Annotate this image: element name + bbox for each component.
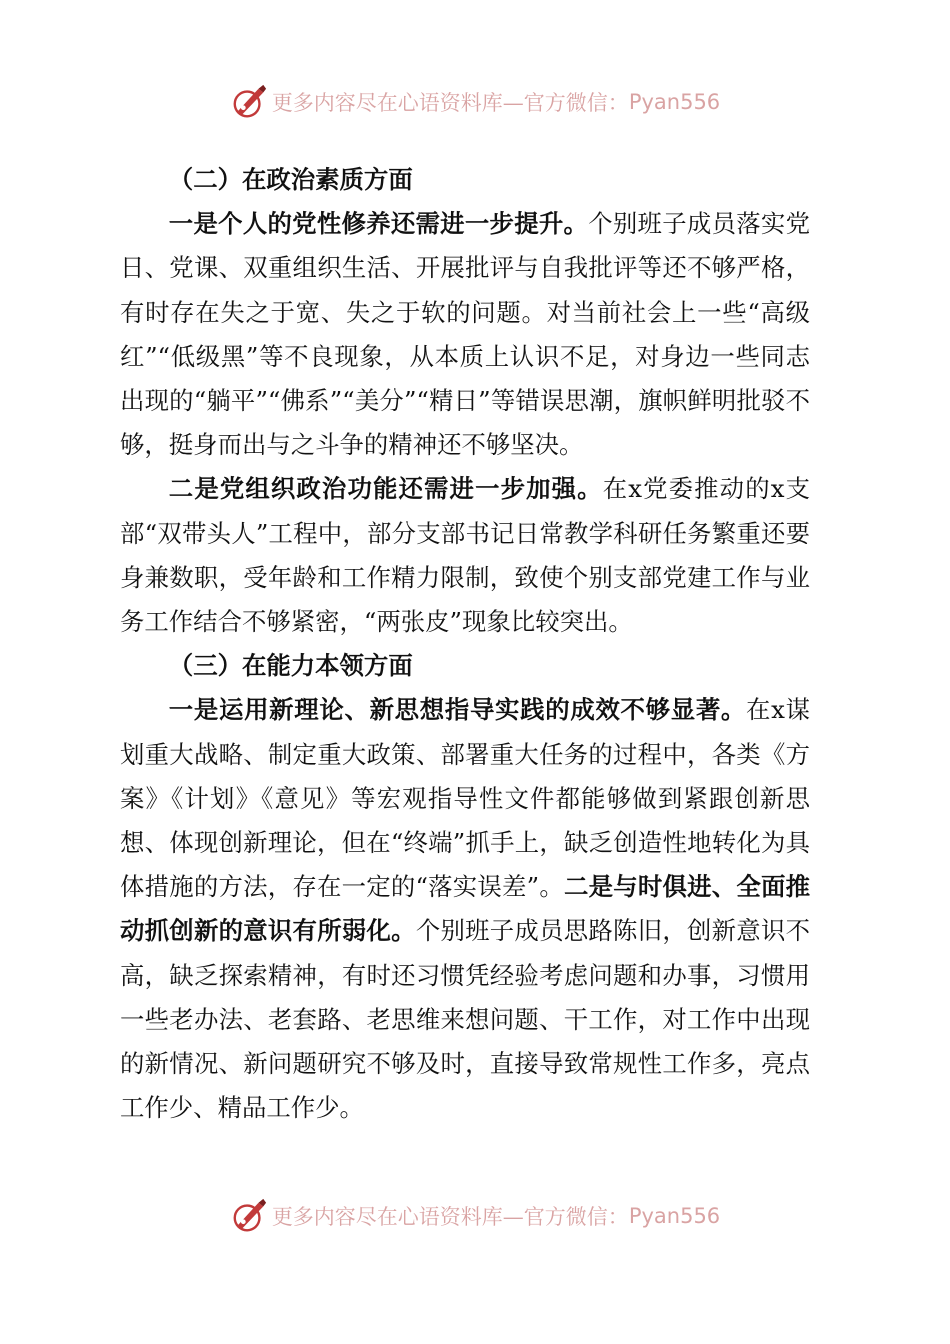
watermark-wechat-id: Pyan556 [628, 1204, 721, 1228]
watermark-banner-bottom [0, 1196, 950, 1236]
paragraph [120, 202, 810, 467]
document-body [120, 158, 810, 1130]
paragraph-body: 个别班子成员落实党日、党课、双重组织生活、开展批评与自我批评等还不够严格，有时存在失之于宽、失之于软的问题。对当前社会上一些“高级红”“低级黑”等不良现象，从本质上认识不足，对身边一些同志出现的“躺平”“佛系”“美分”“精日”等错误思潮，旗帜鲜明批驳不够，挺身而出与之斗争的精神还不够坚决。 [120, 209, 810, 460]
paragraph-body: 在x党委推动的x支部“双带头人”工程中，部分支部书记日常教学科研任务繁重还要身兼数职，受年龄和工作精力限制，致使个别支部党建工作与业务工作结合不够紧密，“两张皮”现象比较突出。 [120, 474, 810, 637]
watermark-banner-top [0, 82, 950, 122]
pen-logo-icon [230, 1197, 268, 1235]
paragraph [120, 688, 810, 1130]
pen-logo-icon [230, 83, 268, 121]
paragraph-body: 个别班子成员思路陈旧，创新意识不高，缺乏探索精神，有时还习惯凭经验考虑问题和办事，习惯用一些老办法、老套路、老思维来想问题、干工作，对工作中出现的新情况、新问题研究不够及时，直接导致常规性工作多，亮点工作少、精品工作少。 [120, 916, 810, 1123]
paragraph-lead: 一是个人的党性修养还需进一步提升。 [168, 209, 589, 239]
section-heading: （二）在政治素质方面 [168, 165, 413, 194]
paragraph-lead: 二是党组织政治功能还需进一步加强。 [168, 474, 603, 504]
paragraph-body: 在x谋划重大战略、制定重大政策、部署重大任务的过程中，各类《方案》《计划》《意见》等宏观指导性文件都能够做到紧跟创新思想、体现创新理论，但在“终端”抓手上，缺乏创造性地转化为具体措施的方法，存在一定的“落实误差”。 [120, 695, 810, 902]
paragraph [120, 467, 810, 644]
watermark-text: 更多内容尽在心语资料库—官方微信： [271, 91, 629, 115]
watermark-text: 更多内容尽在心语资料库—官方微信： [271, 1205, 629, 1229]
section-heading: （三）在能力本领方面 [168, 651, 413, 681]
watermark-wechat-id: Pyan556 [628, 90, 721, 114]
paragraph-lead: 一是运用新理论、新思想指导实践的成效不够显著。 [168, 695, 747, 725]
paragraph-lead: 二是与时俱进、全面推动抓创新的意识有所弱化。 [120, 872, 810, 946]
